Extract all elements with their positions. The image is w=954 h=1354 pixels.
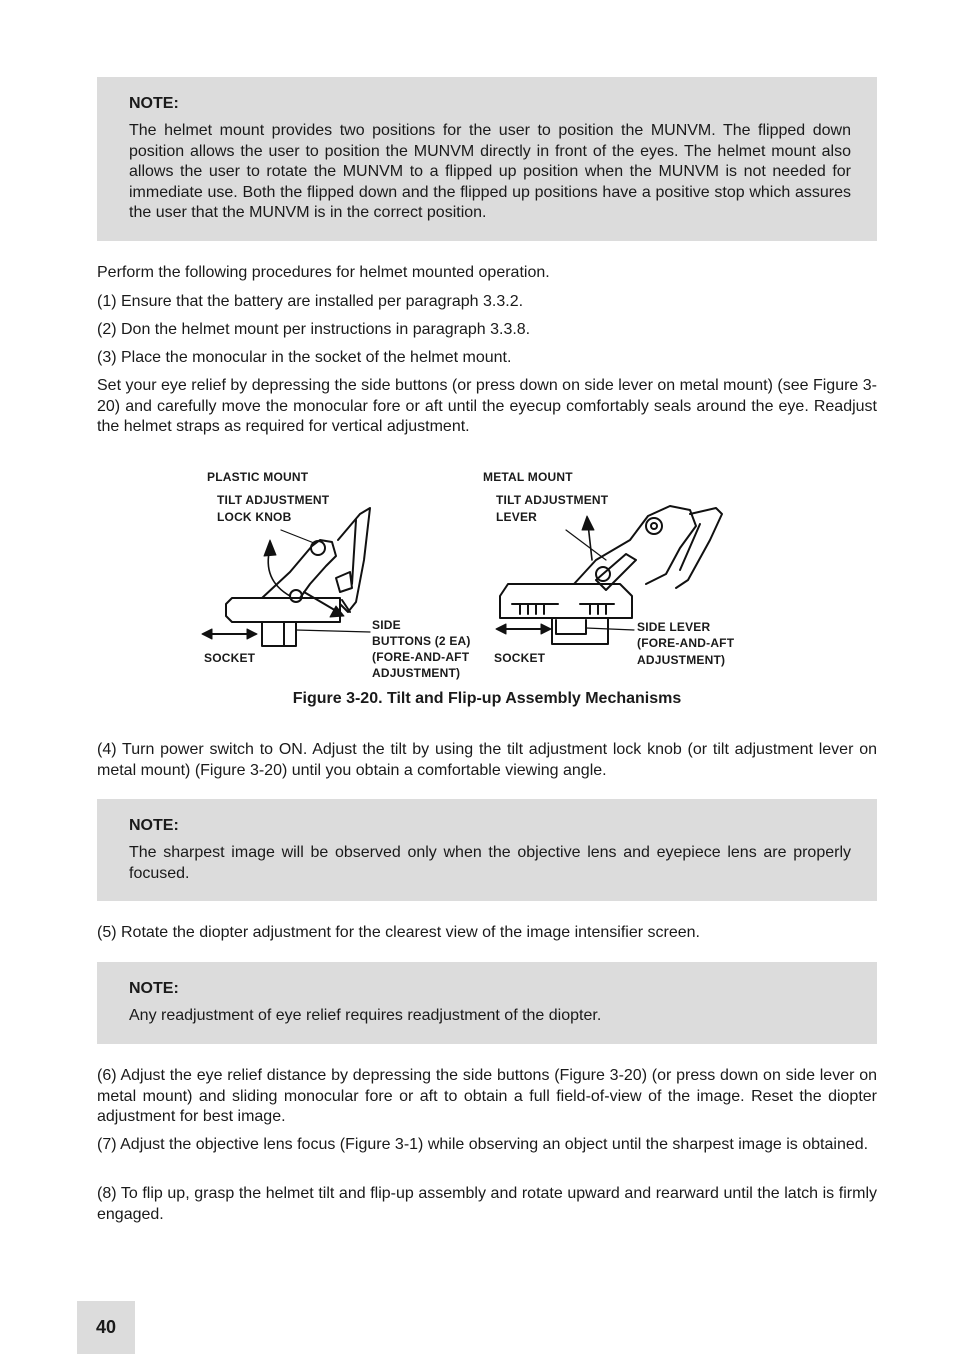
plastic-mount-base	[226, 598, 340, 622]
note-body: The sharpest image will be observed only when the objective lens and eyepiece lens are properly focused.	[129, 844, 851, 882]
note-title: NOTE:	[129, 817, 179, 834]
plastic-mount-title: PLASTIC MOUNT	[207, 470, 309, 484]
metal-tilt-arm	[574, 506, 696, 584]
plastic-tilt-label-2: LOCK KNOB	[217, 510, 292, 524]
plastic-socket-label: SOCKET	[204, 651, 256, 665]
step-8: (8) To flip up, grasp the helmet tilt and flip-up assembly and rotate upward and rearward until the latch is firmly engaged.	[97, 1185, 877, 1223]
side-lever-label-3: ADJUSTMENT)	[637, 653, 726, 667]
side-buttons-label-4: ADJUSTMENT)	[372, 666, 461, 680]
step-4: (4) Turn power switch to ON. Adjust the tilt by using the tilt adjustment lock knob (or tilt adjustment lever on metal mount) (Figure 3-20) until you obtain a comfortable viewing angle.	[97, 741, 877, 779]
metal-mount-title: METAL MOUNT	[483, 470, 573, 484]
side-lever-label-1: SIDE LEVER	[637, 620, 711, 634]
step-3: (3) Place the monocular in the socket of the helmet mount.	[97, 349, 512, 366]
plastic-tilt-label-1: TILT ADJUSTMENT	[217, 493, 330, 507]
intro-paragraph: Perform the following procedures for helmet mounted operation.	[97, 264, 550, 281]
step-2: (2) Don the helmet mount per instructions in paragraph 3.3.8.	[97, 321, 531, 338]
side-buttons-label-1: SIDE	[372, 618, 401, 632]
side-buttons-label-3: (FORE-AND-AFT	[372, 650, 470, 664]
note-box-focus	[97, 799, 877, 901]
metal-pivot	[646, 518, 662, 534]
figure-caption: Figure 3-20. Tilt and Flip-up Assembly Mechanisms	[292, 690, 682, 707]
side-buttons-label-2: BUTTONS (2 EA)	[372, 634, 471, 648]
metal-socket-block	[552, 618, 608, 644]
note-body: Any readjustment of eye relief requires readjustment of the diopter.	[129, 1007, 602, 1024]
metal-flip-plate	[676, 508, 722, 588]
metal-socket-label: SOCKET	[494, 651, 546, 665]
side-lever-label-2: (FORE-AND-AFT	[637, 636, 735, 650]
metal-tilt-label-1: TILT ADJUSTMENT	[496, 493, 609, 507]
eye-relief-paragraph: Set your eye relief by depressing the side buttons (or press down on side lever on metal mount) (see Figure 3-20) and carefully move the monocular fore or aft until the eyecup comfortably seals around the eye. Readjust the helmet straps as required for vertical adjustment.	[97, 377, 877, 435]
step-7: (7) Adjust the objective lens focus (Figure 3-1) while observing an object until the sharpest image is obtained.	[97, 1136, 869, 1153]
metal-tilt-label-2: LEVER	[496, 510, 538, 524]
step-1: (1) Ensure that the battery are installed per paragraph 3.3.2.	[97, 293, 524, 310]
plastic-socket-block	[262, 622, 296, 646]
step-5: (5) Rotate the diopter adjustment for the clearest view of the image intensifier screen.	[97, 924, 700, 941]
note-title: NOTE:	[129, 980, 179, 997]
note-box-diopter	[97, 962, 877, 1044]
note-title: NOTE:	[129, 95, 179, 112]
step-6: (6) Adjust the eye relief distance by depressing the side buttons (Figure 3-20) (or press down on side lever on metal mount) and sliding monocular fore or aft to obtain a full field-of-view of the image. Reset the diopter adjustment for best image.	[97, 1067, 877, 1125]
note-body: The helmet mount provides two positions for the user to position the MUNVM. The flipped down position allows the user to position the MUNVM directly in front of the eyes. The helmet mount also allows the user to rotate the MUNVM to a flipped up position when the MUNVM is not needed for immediate use. Both the flipped down and the flipped up positions have a positive stop which assures the user that the MUNVM is in the correct position.	[129, 122, 851, 222]
page-number: 40	[95, 1317, 117, 1337]
page-number-box	[77, 1301, 135, 1354]
